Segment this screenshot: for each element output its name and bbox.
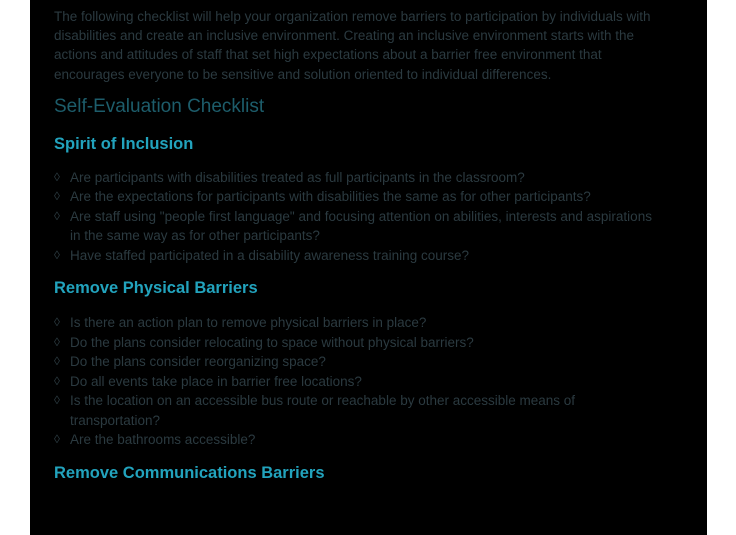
- diamond-bullet-icon: ◊: [54, 169, 60, 184]
- diamond-bullet-icon: ◊: [54, 247, 60, 262]
- checklist-remove-physical-barriers: [54, 313, 654, 450]
- diamond-bullet-icon: ◊: [54, 315, 60, 330]
- diamond-bullet-icon: ◊: [54, 393, 60, 408]
- diamond-bullet-icon: ◊: [54, 334, 60, 349]
- document-content: [54, 7, 654, 483]
- section-heading-remove-communications-barriers: Remove Communications Barriers: [54, 463, 325, 482]
- section-heading-remove-physical-barriers: Remove Physical Barriers: [54, 279, 258, 298]
- checklist-item: ◊ Is the location on an accessible bus route or reachable by other accessible means of transportation?: [54, 393, 576, 428]
- diamond-bullet-icon: ◊: [54, 432, 60, 447]
- checklist-item: ◊ Do all events take place in barrier free locations?: [54, 372, 654, 392]
- document-page: [30, 0, 707, 535]
- checklist-item: ◊ Are participants with disabilities treated as full participants in the classroom?: [54, 168, 654, 188]
- checklist-item: ◊ Do the plans consider relocating to space without physical barriers?: [54, 333, 654, 353]
- checklist-item: ◊ Is there an action plan to remove physical barriers in place?: [54, 313, 654, 333]
- section-heading-spirit-of-inclusion: Spirit of Inclusion: [54, 134, 194, 153]
- checklist-item: ◊ Are staff using "people first language" and focusing attention on abilities, interests and aspirations in the same way as for other participants?: [54, 208, 652, 244]
- diamond-bullet-icon: ◊: [54, 373, 60, 388]
- diamond-bullet-icon: ◊: [54, 354, 60, 369]
- checklist-title: Self-Evaluation Checklist: [54, 95, 265, 117]
- checklist-item: ◊ Are the bathrooms accessible?: [54, 430, 654, 450]
- diamond-bullet-icon: ◊: [54, 208, 60, 223]
- diamond-bullet-icon: ◊: [54, 189, 60, 204]
- checklist-item: ◊ Do the plans consider reorganizing space?: [54, 352, 654, 372]
- intro-paragraph: The following checklist will help your organization remove barriers to participation by individuals with disabilities and create an inclusive environment. Creating an inclusive environment starts with the actions and attitudes of staff that set high expectations about a barrier free environment that encourages everyone to be sensitive and solution oriented to individual differences.: [54, 9, 651, 82]
- checklist-item: ◊ Are the expectations for participants with disabilities the same as for other participants?: [54, 187, 654, 207]
- checklist-item: ◊ Have staffed participated in a disability awareness training course?: [54, 246, 654, 266]
- checklist-spirit-of-inclusion: [54, 168, 654, 266]
